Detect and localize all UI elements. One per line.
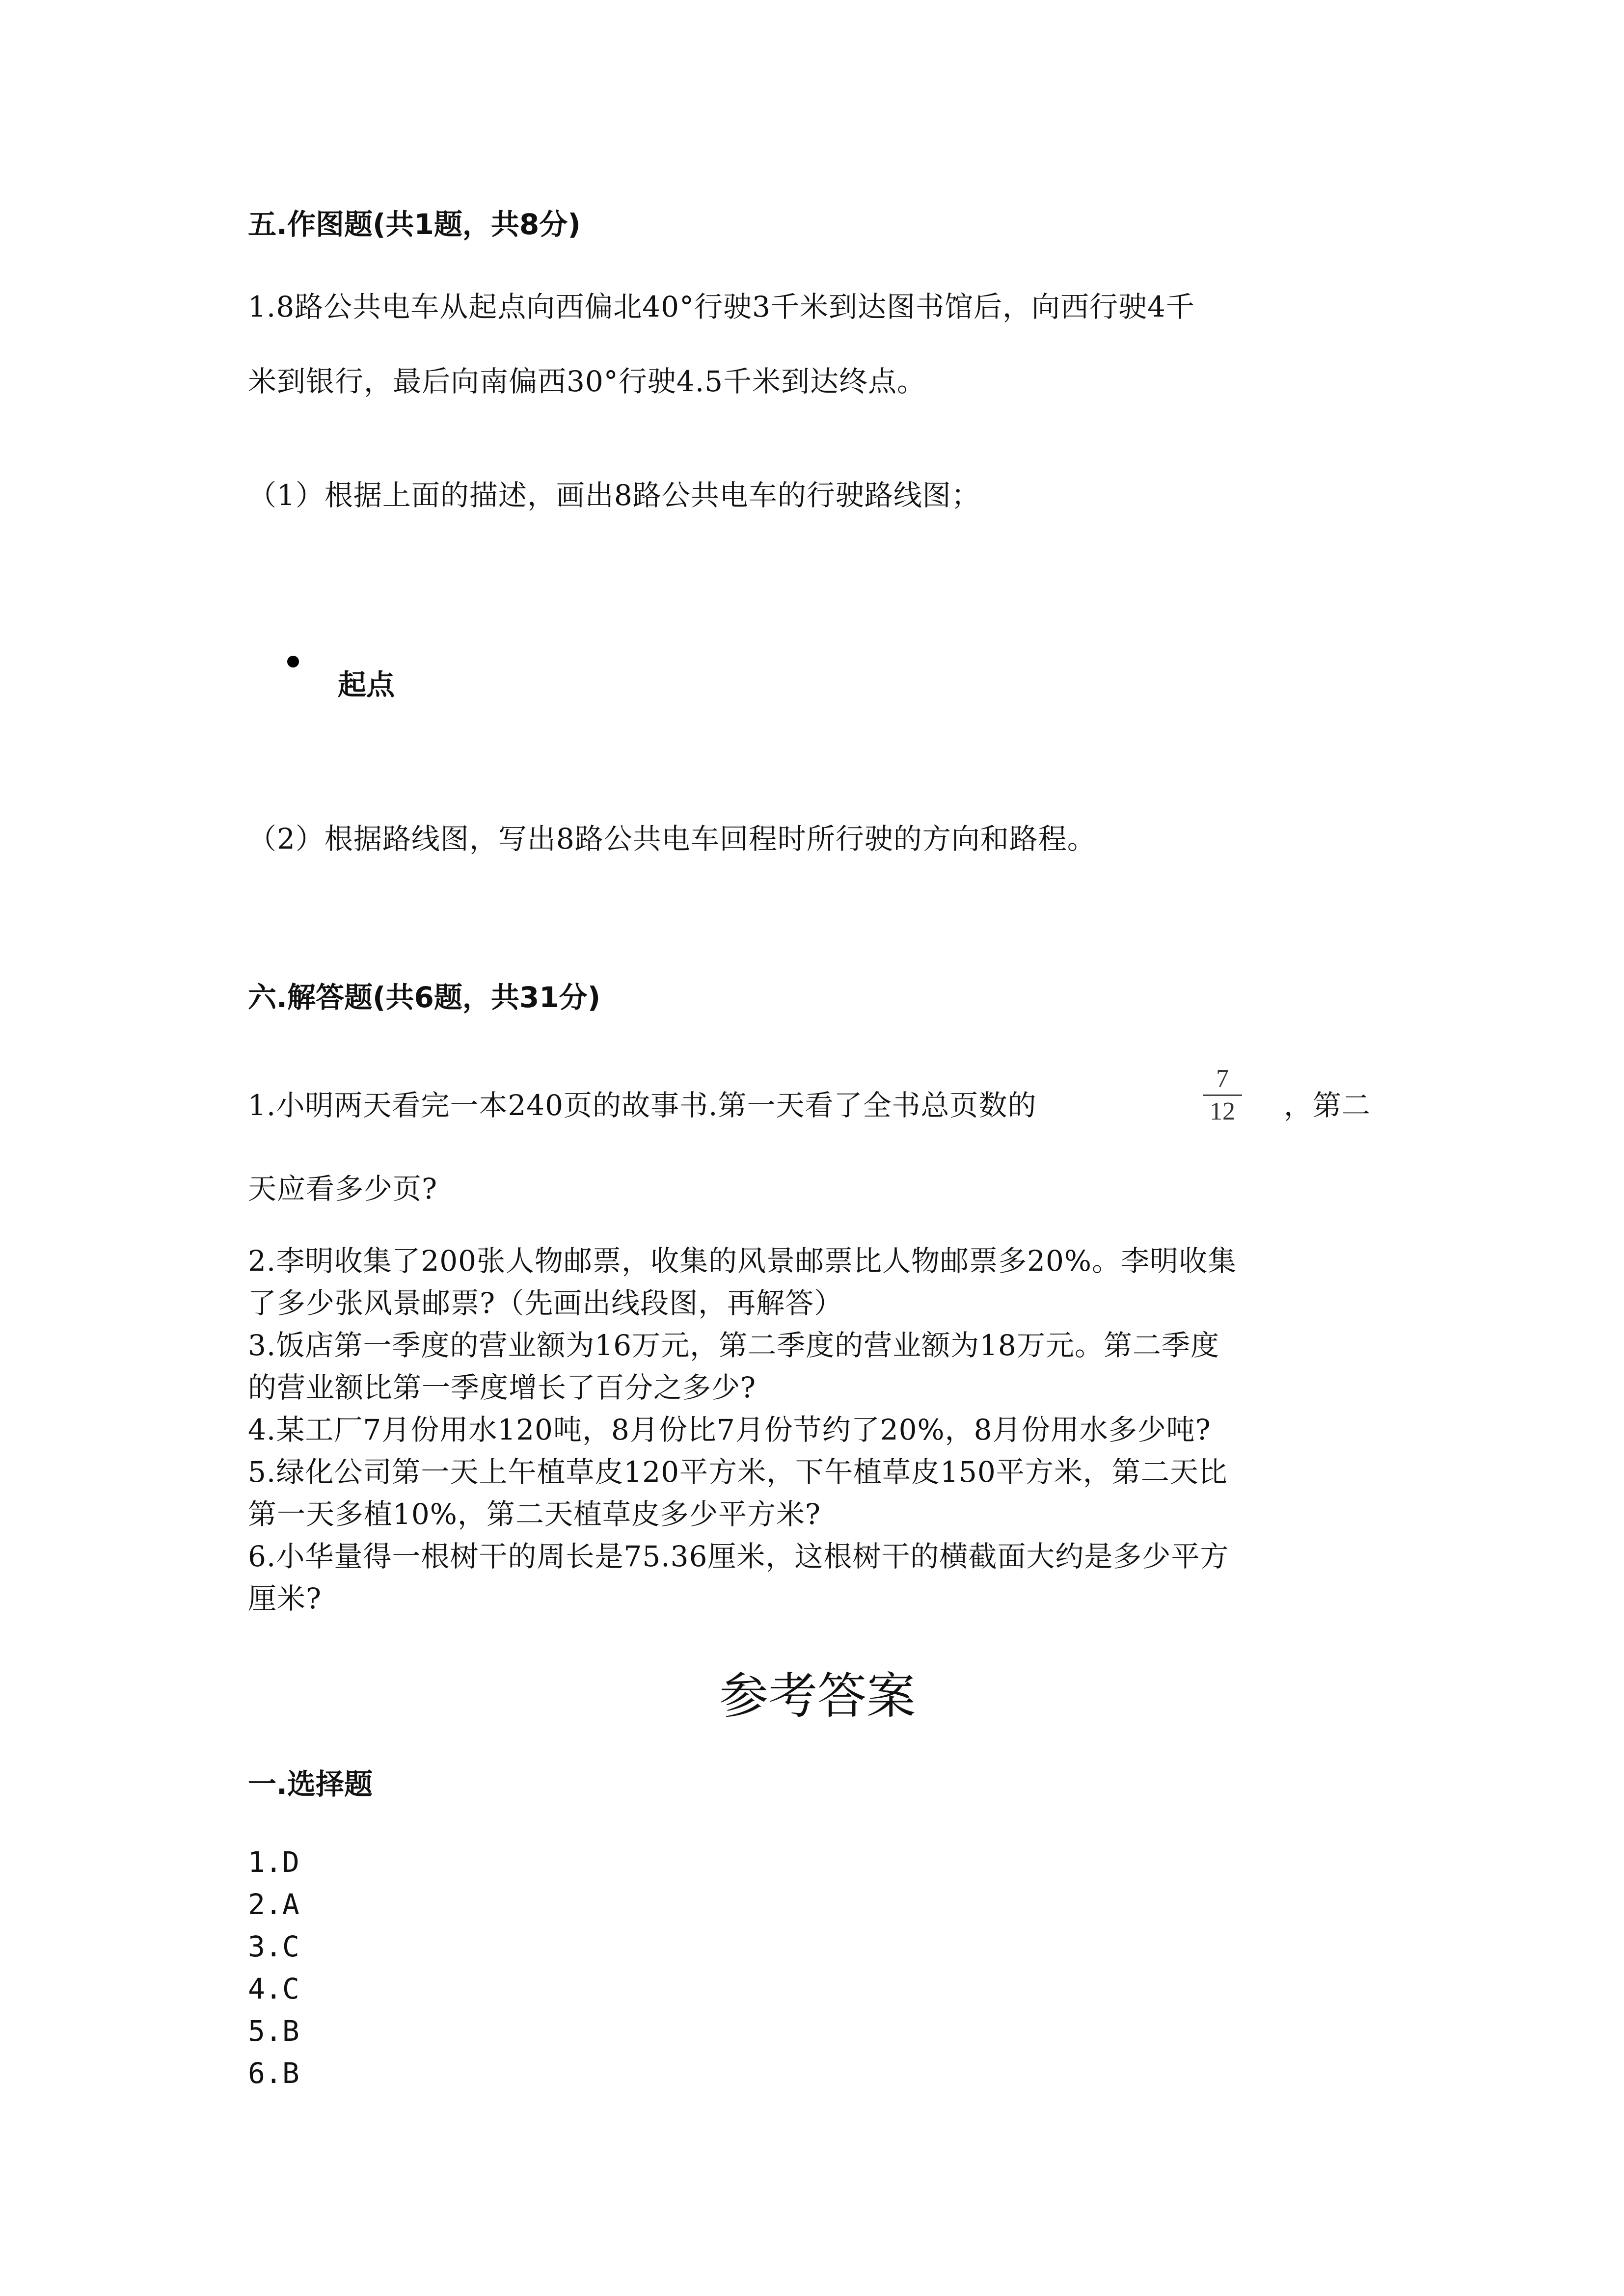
s6-question-4: 4.某工厂7月份用水120吨，8月份比7月份节约了20%，8月份用水多少吨? [248,1413,1211,1446]
start-point-label: 起点 [338,668,395,701]
s6-question-1-line-1-tail: ，第二 [1284,1089,1371,1122]
answer-item: 1.D [248,1845,299,1879]
s6-question-2-line-2: 了多少张风景邮票?（先画出线段图，再解答） [248,1286,843,1320]
s5-question-1-line-1: 1.8路公共电车从起点向西偏北40°行驶3千米到达图书馆后，向西行驶4千 [248,290,1195,323]
fraction-numerator: 7 [1216,1065,1229,1093]
s5-part-2: （2）根据路线图，写出8路公共电车回程时所行驶的方向和路程。 [248,822,1096,855]
s6-question-6-line-1: 6.小华量得一根树干的周长是75.36厘米，这根树干的横截面大约是多少平方 [248,1540,1229,1573]
answer-item: 4.C [248,1972,299,2005]
fraction-denominator: 12 [1210,1097,1235,1125]
fraction-7-12 [1203,1064,1242,1126]
section-6-heading: 六.解答题(共6题，共31分) [248,981,601,1014]
s5-part-1: （1）根据上面的描述，画出8路公共电车的行驶路线图； [248,479,980,512]
s6-question-3-line-1: 3.饭店第一季度的营业额为16万元，第二季度的营业额为18万元。第二季度 [248,1329,1219,1362]
s5-question-1-line-2: 米到银行，最后向南偏西30°行驶4.5千米到达终点。 [248,365,926,398]
answer-item: 6.B [248,2056,299,2090]
answer-item: 5.B [248,2014,299,2048]
s6-question-5-line-1: 5.绿化公司第一天上午植草皮120平方米，下午植草皮150平方米，第二天比 [248,1455,1228,1489]
start-point-marker [287,656,299,667]
answer-key-title: 参考答案 [719,1667,916,1725]
answer-item: 2.A [248,1888,299,1921]
s6-question-2-line-1: 2.李明收集了200张人物邮票，收集的风景邮票比人物邮票多20%。李明收集 [248,1244,1237,1278]
section-5-heading: 五.作图题(共1题，共8分) [248,208,581,241]
s6-question-5-line-2: 第一天多植10%，第二天植草皮多少平方米? [248,1497,821,1531]
answers-section-1-heading: 一.选择题 [248,1767,373,1801]
s6-question-1-line-1: 1.小明两天看完一本240页的故事书.第一天看了全书总页数的 [248,1089,1037,1122]
fraction-bar [1203,1095,1242,1096]
s6-question-3-line-2: 的营业额比第一季度增长了百分之多少? [248,1371,757,1404]
s6-question-6-line-2: 厘米? [248,1582,322,1615]
s6-question-1-line-2: 天应看多少页? [248,1172,438,1205]
answer-item: 3.C [248,1930,299,1963]
